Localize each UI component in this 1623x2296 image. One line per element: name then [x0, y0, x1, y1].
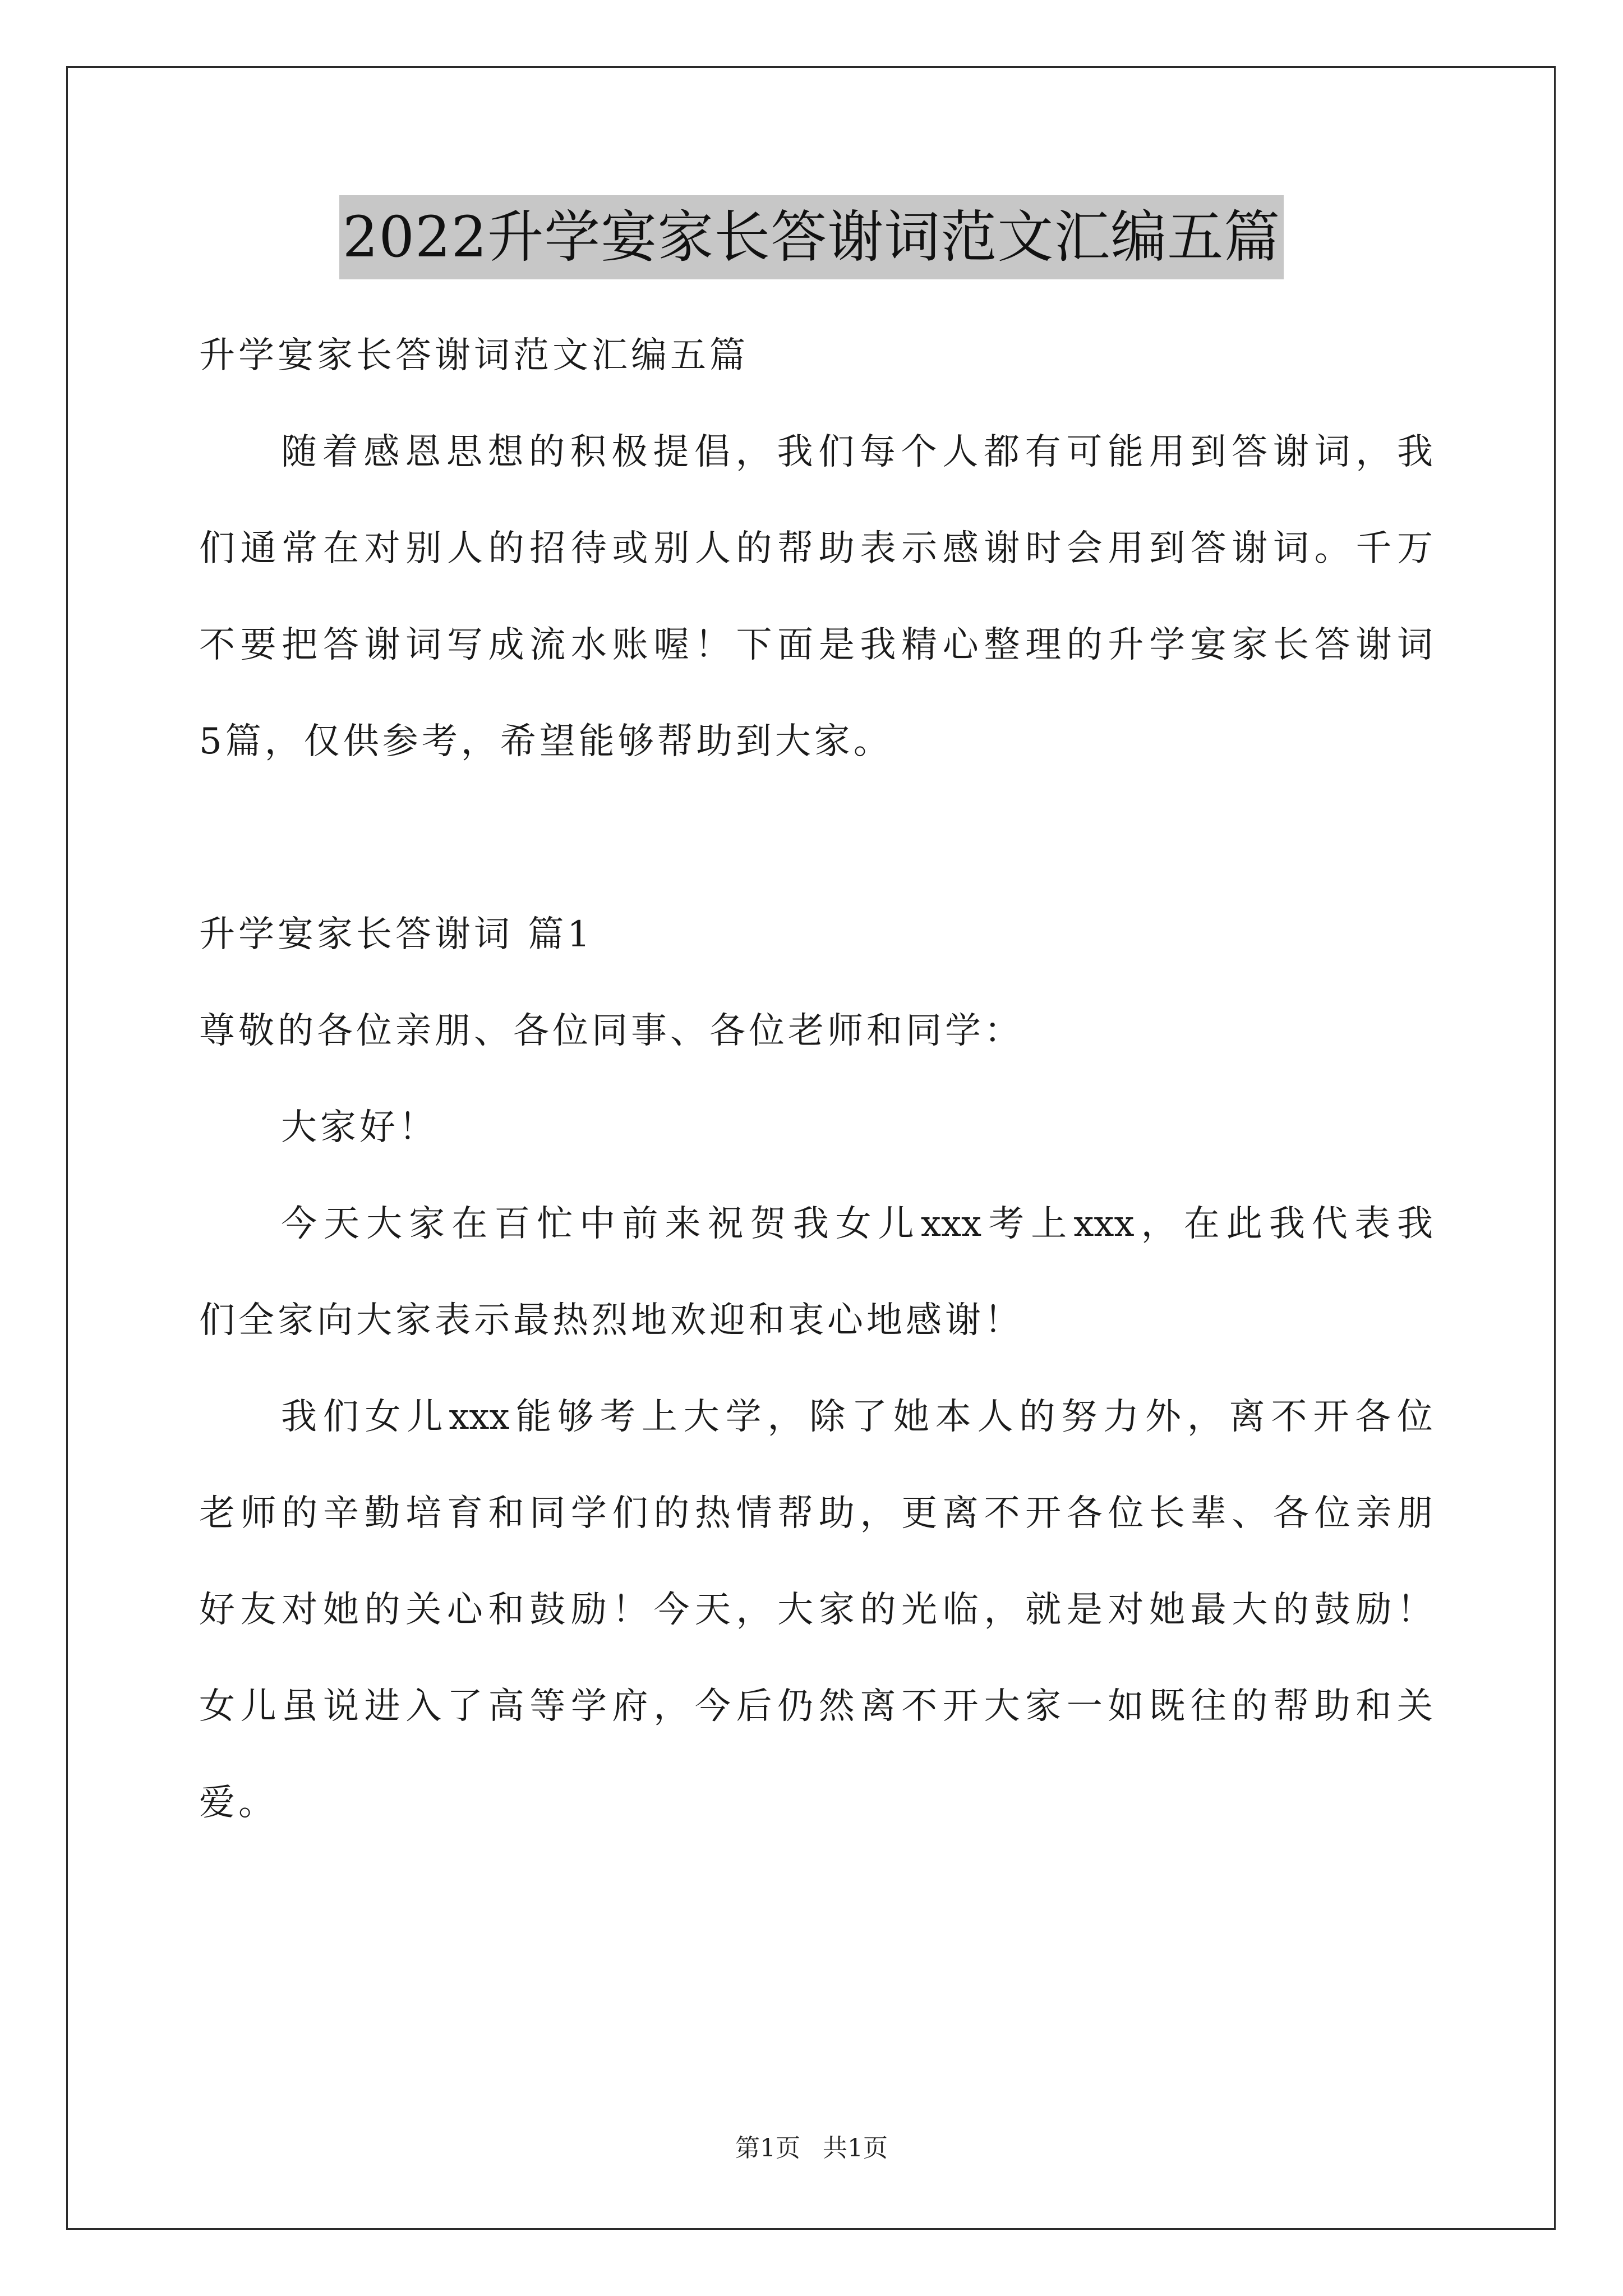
intro-line: 5篇，仅供参考，希望能够帮助到大家。 [199, 721, 893, 762]
title-container [0, 195, 1623, 279]
page-footer [0, 2132, 1623, 2165]
page-total: 共1页 [823, 2134, 888, 2162]
document-body [199, 307, 1433, 1851]
section-heading: 升学宴家长答谢词 篇1 [199, 914, 594, 955]
paragraph-line: 今天大家在百忙中前来祝贺我女儿xxx考上xxx，在此我代表我 [281, 1203, 1433, 1245]
paragraph-line: 好友对她的关心和鼓励！今天，大家的光临，就是对她最大的鼓励！ [199, 1589, 1433, 1631]
spacer [199, 790, 1433, 886]
intro-line: 不要把答谢词写成流水账喔！下面是我精心整理的升学宴家长答谢词 [199, 624, 1433, 666]
paragraph-line: 女儿虽说进入了高等学府，今后仍然离不开大家一如既往的帮助和关 [199, 1686, 1433, 1727]
paragraph-line: 爱。 [199, 1782, 278, 1824]
intro-line: 随着感恩思想的积极提倡，我们每个人都有可能用到答谢词，我 [281, 431, 1433, 473]
subtitle: 升学宴家长答谢词范文汇编五篇 [199, 335, 749, 376]
paragraph-line: 老师的辛勤培育和同学们的热情帮助，更离不开各位长辈、各位亲朋 [199, 1493, 1433, 1534]
paragraph-line: 们全家向大家表示最热烈地欢迎和衷心地感谢！ [199, 1300, 1023, 1341]
greeting: 大家好！ [281, 1107, 438, 1148]
page-number: 第1页 [735, 2134, 800, 2162]
paragraph-line: 我们女儿xxx能够考上大学，除了她本人的努力外，离不开各位 [281, 1396, 1433, 1438]
document-title: 2022升学宴家长答谢词范文汇编五篇 [339, 195, 1284, 279]
intro-line: 们通常在对别人的招待或别人的帮助表示感谢时会用到答谢词。千万 [199, 528, 1433, 569]
salutation: 尊敬的各位亲朋、各位同事、各位老师和同学： [199, 1010, 1023, 1052]
